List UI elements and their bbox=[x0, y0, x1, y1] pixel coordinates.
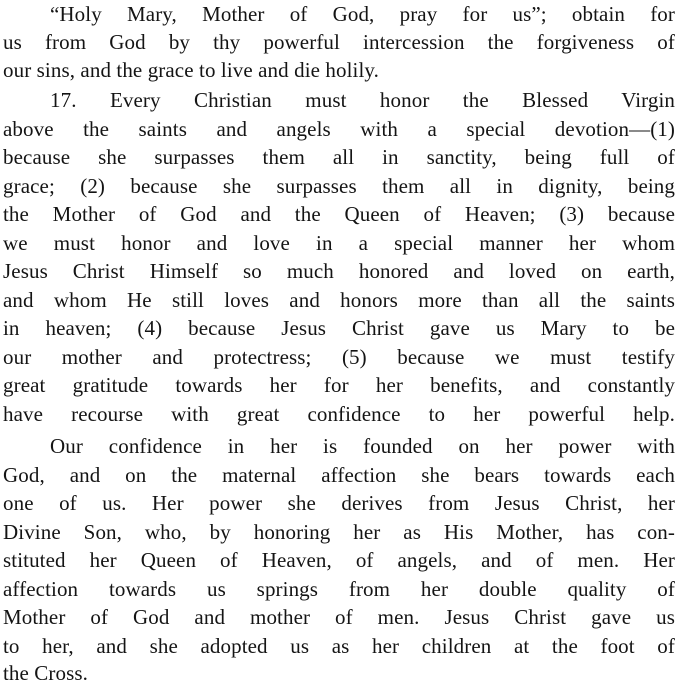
text-line: us from God by thy powerful intercession the forgiveness of bbox=[3, 30, 675, 54]
text-line: grace; (2) because she surpasses them all in dignity, being bbox=[3, 174, 675, 198]
text-line: 17. Every Christian must honor the Blessed Virgin bbox=[50, 88, 675, 112]
text-line: our sins, and the grace to live and die holily. bbox=[3, 58, 379, 82]
text-line: in heaven; (4) because Jesus Christ gave us Mary to be bbox=[3, 316, 675, 340]
text-line: we must honor and love in a special manner her whom bbox=[3, 231, 675, 255]
text-line: great gratitude towards her for her benefits, and constantly bbox=[3, 373, 675, 397]
text-line: and whom He still loves and honors more than all the saints bbox=[3, 288, 675, 312]
text-line: because she surpasses them all in sanctity, being full of bbox=[3, 145, 675, 169]
text-line: above the saints and angels with a special devotion—(1) bbox=[3, 117, 675, 141]
text-line: have recourse with great confidence to her powerful help. bbox=[3, 402, 675, 426]
text-line: one of us. Her power she derives from Jesus Christ, her bbox=[3, 491, 675, 515]
text-line: the Mother of God and the Queen of Heaven; (3) because bbox=[3, 202, 675, 226]
text-line: Mother of God and mother of men. Jesus Christ gave us bbox=[3, 605, 675, 629]
text-line: Our confidence in her is founded on her power with bbox=[50, 434, 675, 458]
text-line: to her, and she adopted us as her children at the foot of bbox=[3, 634, 675, 658]
text-line: “Holy Mary, Mother of God, pray for us”; obtain for bbox=[50, 2, 675, 26]
text-line: Jesus Christ Himself so much honored and loved on earth, bbox=[3, 259, 675, 283]
text-line: God, and on the maternal affection she bears towards each bbox=[3, 463, 675, 487]
text-line: stituted her Queen of Heaven, of angels, and of men. Her bbox=[3, 548, 675, 572]
text-line: affection towards us springs from her double quality of bbox=[3, 577, 675, 601]
text-line: Divine Son, who, by honoring her as His Mother, has con- bbox=[3, 520, 675, 544]
text-line: our mother and protectress; (5) because we must testify bbox=[3, 345, 675, 369]
text-line: the Cross. bbox=[3, 661, 88, 685]
